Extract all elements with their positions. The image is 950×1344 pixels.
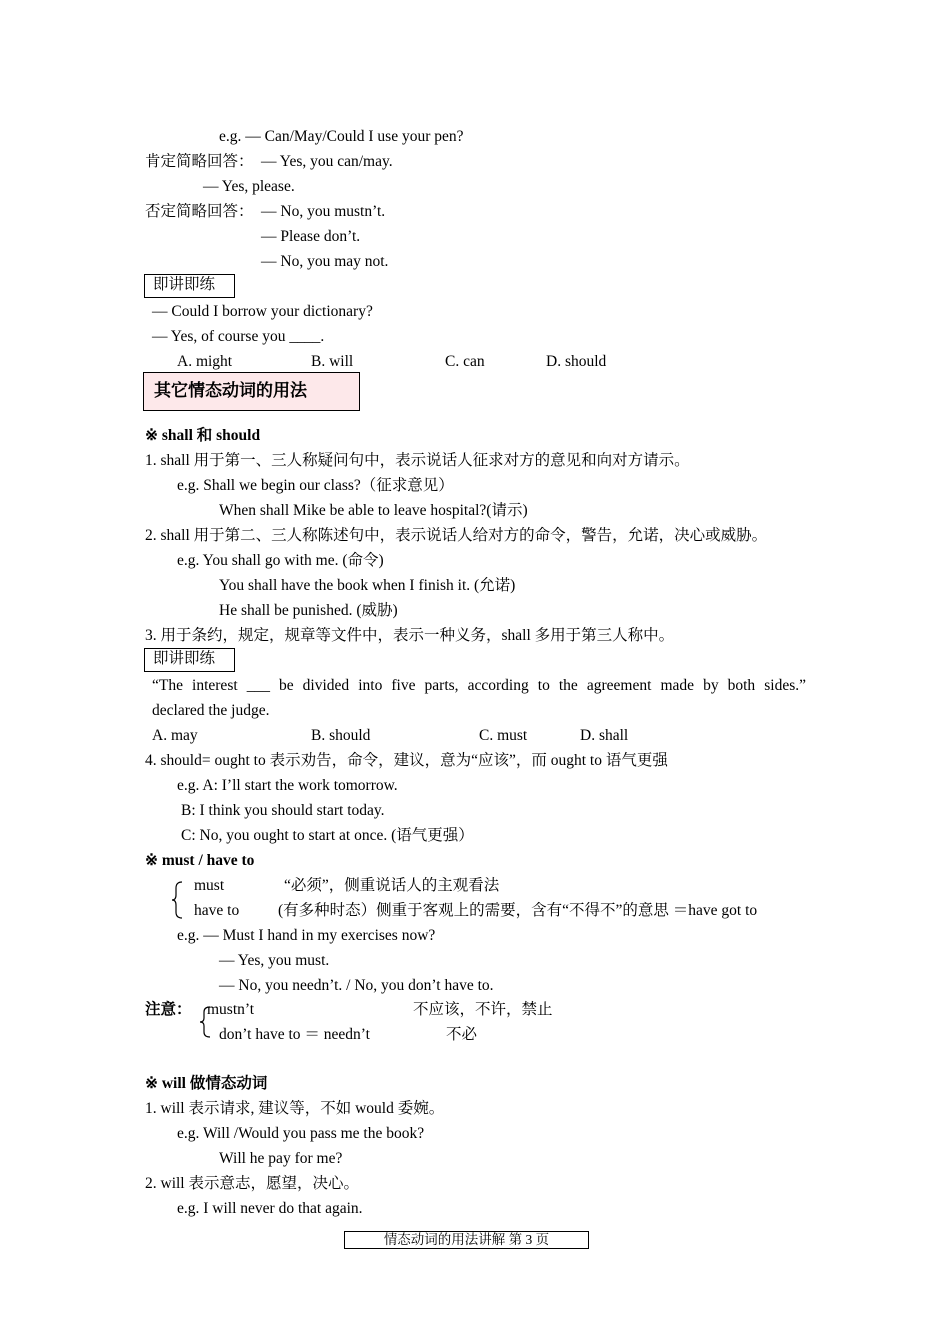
positive-answer-label: 肯定简略回答： <box>145 153 254 170</box>
should-example-1: e.g. A: I’ll start the work tomorrow. <box>177 777 398 794</box>
will-title: ※ will 做情态动词 <box>145 1075 268 1092</box>
section-heading: 其它情态动词的用法 <box>143 372 360 411</box>
should-example-3: C: No, you ought to start at once. (语气更强） <box>181 827 474 844</box>
shall-item-1-example-2: When shall Mike be able to leave hospital?(请示) <box>219 502 528 519</box>
practice-question-1: — Could I borrow your dictionary? <box>152 303 373 320</box>
must-description: “必须”，侧重说话人的主观看法 <box>284 877 500 894</box>
will-item-1-example-2: Will he pay for me? <box>219 1150 343 1167</box>
option-c: C. can <box>445 353 485 370</box>
will-item-2-example-1: e.g. I will never do that again. <box>177 1200 363 1217</box>
negative-answer-1: — No, you mustn’t. <box>261 203 386 220</box>
must-word: must <box>194 877 225 894</box>
will-item-1-example-1: e.g. Will /Would you pass me the book? <box>177 1125 425 1142</box>
positive-answer-2: — Yes, please. <box>203 178 295 195</box>
will-item-1: 1. will 表示请求, 建议等，不如 would 委婉。 <box>145 1100 445 1117</box>
shall-item-3: 3. 用于条约，规定，规章等文件中，表示一种义务，shall 多用于第三人称中。 <box>145 627 675 644</box>
should-item-4: 4. should= ought to 表示劝告，命令，建议，意为“应该”，而 ought to 语气更强 <box>145 752 668 769</box>
negative-answer-3: — No, you may not. <box>261 253 389 270</box>
practice-question-2: — Yes, of course you ____. <box>152 328 325 345</box>
practice2-option-c: C. must <box>479 727 528 744</box>
negative-answer-label: 否定简略回答： <box>145 203 254 220</box>
must-example-3: — No, you needn’t. / No, you don’t have to. <box>219 977 494 994</box>
brace-icon <box>170 880 186 920</box>
practice2-option-d: D. shall <box>580 727 629 744</box>
practice-label-box-2: 即讲即练 <box>144 648 235 672</box>
negative-answer-2: — Please don’t. <box>261 228 361 245</box>
note-2-word: don’t have to ＝ needn’t <box>219 1026 370 1043</box>
practice-question-line-1: “The interest ___ be divided into five parts, according to the agreement made by both sides.” <box>152 677 806 694</box>
shall-should-title: ※ shall 和 should <box>145 427 261 444</box>
page-footer: 情态动词的用法讲解 第 3 页 <box>344 1231 589 1249</box>
must-have-to-title: ※ must / have to <box>145 852 255 869</box>
practice-label-box: 即讲即练 <box>144 274 235 298</box>
shall-item-1-example-1: e.g. Shall we begin our class?（征求意见） <box>177 477 454 494</box>
option-d: D. should <box>546 353 607 370</box>
shall-item-2-example-2: You shall have the book when I finish it. (允诺) <box>219 577 516 594</box>
shall-item-2-example-3: He shall be punished. (威胁) <box>219 602 398 619</box>
example-line: e.g. — Can/May/Could I use your pen? <box>219 128 464 145</box>
shall-item-2: 2. shall 用于第二、三人称陈述句中，表示说话人给对方的命令，警告，允诺，决心或威胁。 <box>145 527 768 544</box>
practice-question-line-2: declared the judge. <box>152 702 270 719</box>
must-example-1: e.g. — Must I hand in my exercises now? <box>177 927 436 944</box>
note-label: 注意： <box>145 1001 192 1018</box>
option-a: A. might <box>177 353 233 370</box>
practice2-option-b: B. should <box>311 727 371 744</box>
have-to-word: have to <box>194 902 240 919</box>
should-example-2: B: I think you should start today. <box>181 802 385 819</box>
will-item-2: 2. will 表示意志，愿望，决心。 <box>145 1175 359 1192</box>
note-2-description: 不必 <box>446 1026 478 1043</box>
positive-answer-1: — Yes, you can/may. <box>261 153 393 170</box>
shall-item-1: 1. shall 用于第一、三人称疑问句中，表示说话人征求对方的意见和向对方请示。 <box>145 452 690 469</box>
note-1-word: mustn’t <box>207 1001 255 1018</box>
option-b: B. will <box>311 353 354 370</box>
have-to-description: (有多种时态）侧重于客观上的需要，含有“不得不”的意思 ＝have got to <box>278 902 758 919</box>
must-example-2: — Yes, you must. <box>219 952 330 969</box>
shall-item-2-example-1: e.g. You shall go with me. (命令) <box>177 552 384 569</box>
note-1-description: 不应该，不许，禁止 <box>413 1001 553 1018</box>
practice2-option-a: A. may <box>152 727 198 744</box>
